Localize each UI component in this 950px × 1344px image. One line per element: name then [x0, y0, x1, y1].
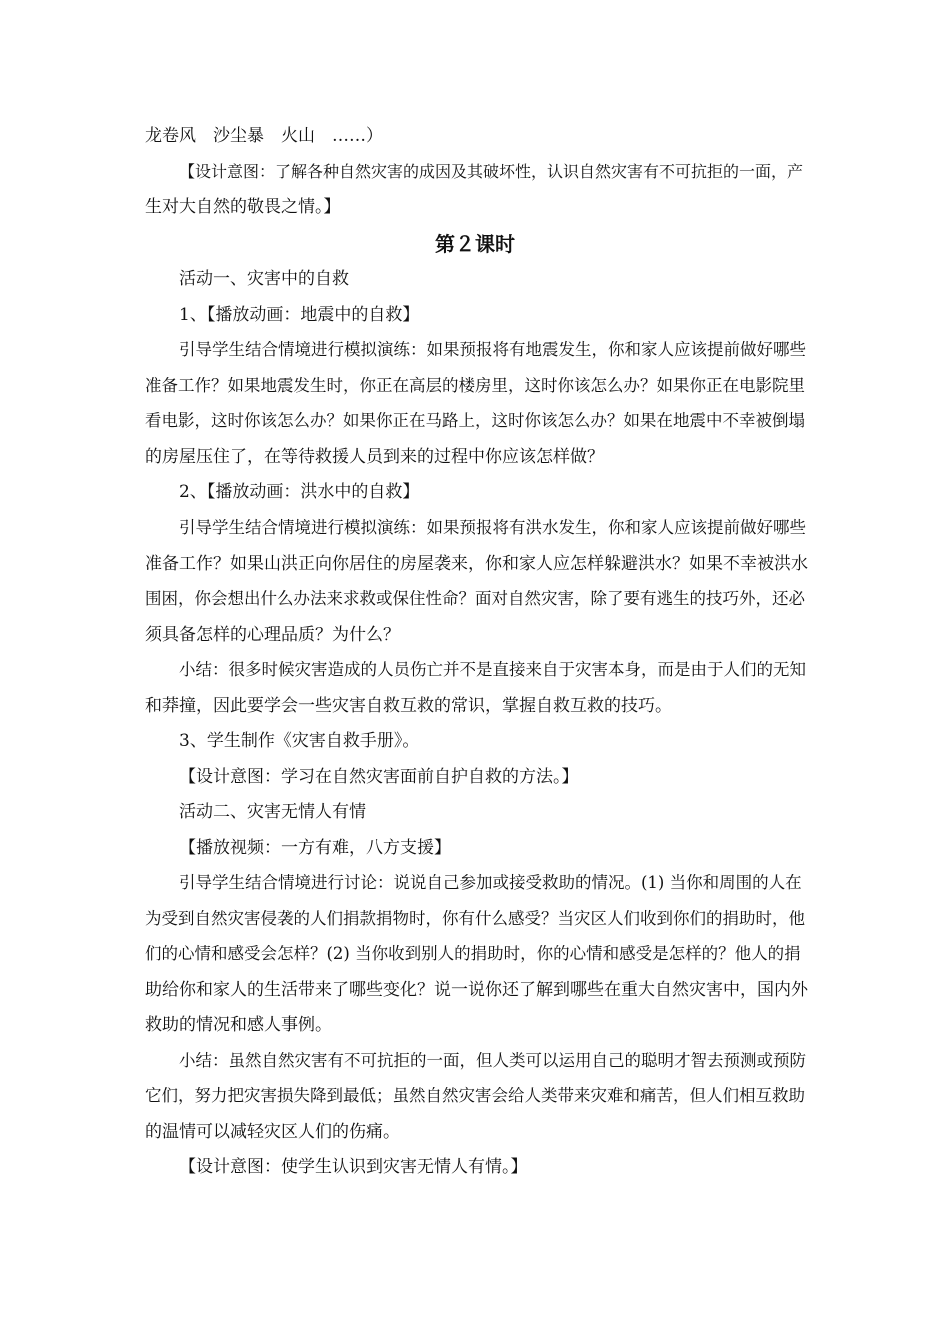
paragraph-line: 救助的情况和感人事例。	[145, 1015, 332, 1035]
paragraph-line: 准备工作？如果山洪正向你居住的房屋袭来，你和家人应怎样躲避洪水？如果不幸被洪水	[145, 554, 808, 574]
paragraph-line: 小结：很多时候灾害造成的人员伤亡并不是直接来自于灾害本身，而是由于人们的无知	[179, 660, 806, 679]
paragraph-line: 1、【播放动画：地震中的自救】	[179, 305, 420, 325]
paragraph-line: 小结：虽然自然灾害有不可抗拒的一面，但人类可以运用自己的聪明才智去预测或预防	[179, 1051, 806, 1070]
paragraph-line: 们的心情和感受会怎样？(2) 当你收到别人的捐助时，你的心情和感受是怎样的？他人的捐	[145, 944, 801, 963]
paragraph-line: 看电影，这时你该怎么办？如果你正在马路上，这时你该怎么办？如果在地震中不幸被倒塌	[145, 411, 805, 430]
section-heading: 第２课时	[435, 232, 515, 256]
paragraph-line: 引导学生结合情境进行讨论：说说自己参加或接受救助的情况。(1) 当你和周围的人在	[179, 873, 802, 892]
paragraph-line: 引导学生结合情境进行模拟演练：如果预报将有洪水发生，你和家人应该提前做好哪些	[179, 518, 806, 537]
paragraph-line: 围困，你会想出什么办法来求救或保住性命？面对自然灾害，除了要有逃生的技巧外，还必	[145, 589, 805, 608]
paragraph-line: 为受到自然灾害侵袭的人们捐款捐物时，你有什么感受？当灾区人们收到你们的捐助时，他	[145, 909, 805, 928]
paragraph-line: 的房屋压住了，在等待救援人员到来的过程中你应该怎样做？	[145, 447, 604, 467]
paragraph-line: 活动一、灾害中的自救	[179, 269, 349, 289]
paragraph-line: 【播放视频：一方有难，八方支援】	[179, 838, 451, 858]
paragraph-line: 和莽撞，因此要学会一些灾害自救互救的常识，掌握自救互救的技巧。	[145, 696, 672, 716]
paragraph-line: 须具备怎样的心理品质？为什么？	[145, 625, 400, 645]
paragraph-line: 助给你和家人的生活带来了哪些变化？说一说你还了解到哪些在重大自然灾害中，国内外	[145, 980, 808, 1000]
paragraph-line: 龙卷风 沙尘暴 火山 ……）	[145, 126, 383, 146]
paragraph-line: 引导学生结合情境进行模拟演练：如果预报将有地震发生，你和家人应该提前做好哪些	[179, 340, 806, 359]
paragraph-line: 生对大自然的敬畏之情。】	[145, 197, 341, 217]
paragraph-line: 准备工作？如果地震发生时，你正在高层的楼房里，这时你该怎么办？如果你正在电影院里	[145, 376, 805, 395]
paragraph-line: 的温情可以减轻灾区人们的伤痛。	[145, 1122, 400, 1142]
paragraph-line: 【设计意图：了解各种自然灾害的成因及其破坏性，认识自然灾害有不可抗拒的一面，产	[179, 162, 804, 181]
paragraph-line: 【设计意图：使学生认识到灾害无情人有情。】	[179, 1157, 528, 1177]
paragraph-line: 3、学生制作《灾害自救手册》。	[179, 731, 420, 751]
paragraph-line: 活动二、灾害无情人有情	[179, 802, 366, 822]
paragraph-line: 它们，努力把灾害损失降到最低；虽然自然灾害会给人类带来灾难和痛苦，但人们相互救助	[145, 1086, 805, 1105]
paragraph-line: 2、【播放动画：洪水中的自救】	[179, 482, 420, 502]
paragraph-line: 【设计意图：学习在自然灾害面前自护自救的方法。】	[179, 767, 579, 787]
